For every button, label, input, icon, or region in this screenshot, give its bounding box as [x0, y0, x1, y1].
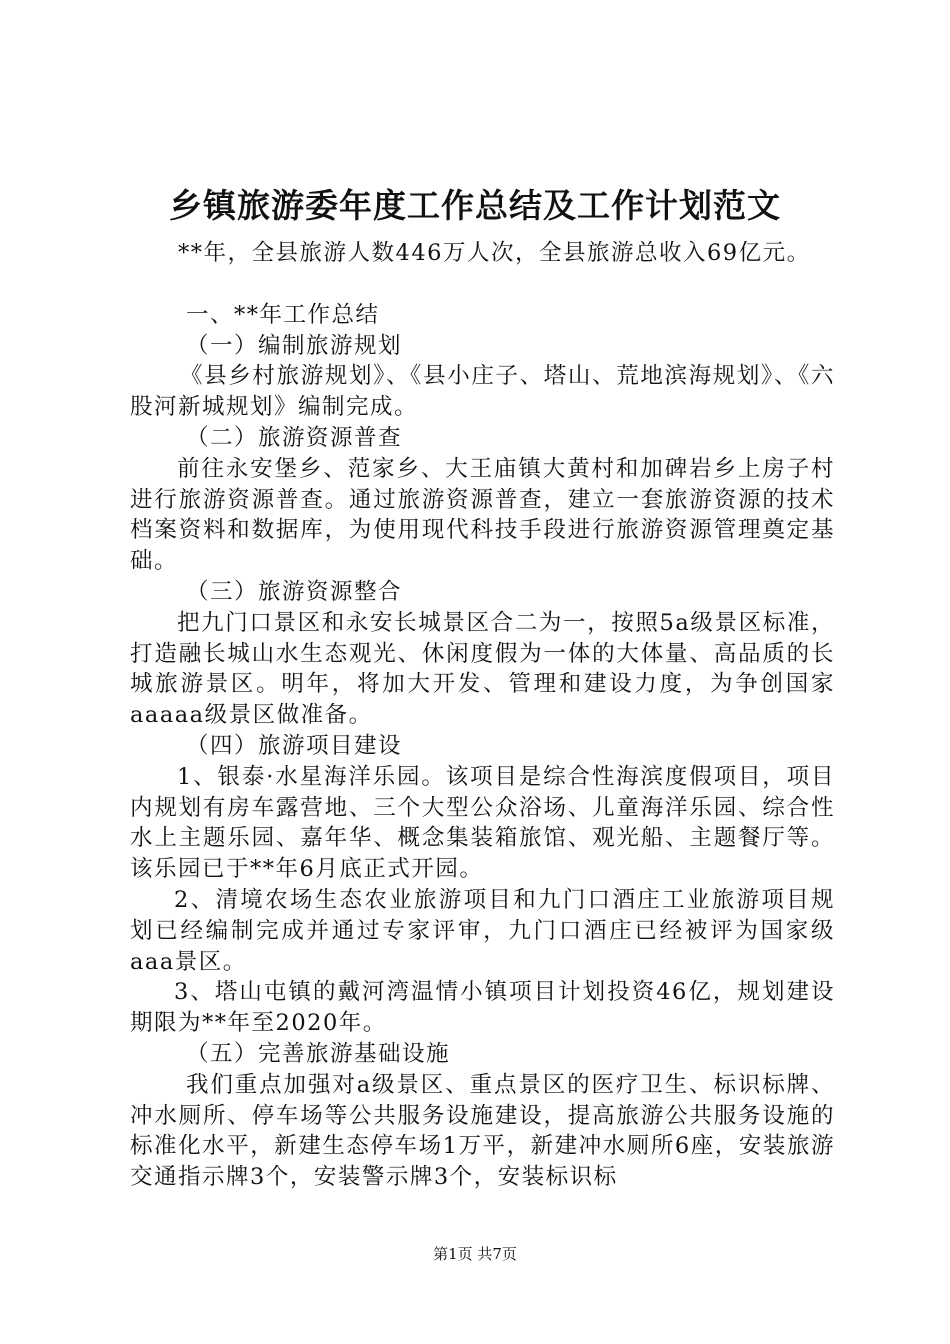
subsection-paragraph-3: 把九门口景区和永安长城景区合二为一，按照5a级景区标准，打造融长城山水生态观光、休闲度假为一体的大体量、高品质的长城旅游景区。明年，将加大开发、管理和建设力度，为争创国家aaaaa级景区做准备。	[130, 609, 835, 729]
intro-paragraph: **年，全县旅游人数446万人次，全县旅游总收入69亿元。	[178, 240, 811, 266]
project-item-2: 2、清境农场生态农业旅游项目和九门口酒庄工业旅游项目规划已经编制完成并通过专家评审，九门口酒庄已经被评为国家级aaa景区。	[130, 886, 835, 975]
paragraph-gap	[130, 269, 835, 300]
document-body	[130, 238, 835, 1193]
subsection-heading-4: （四）旅游项目建设	[186, 732, 403, 759]
document-title: 乡镇旅游委年度工作总结及工作计划范文	[169, 186, 781, 225]
page-footer: 第1页 共7页	[433, 1245, 517, 1263]
project-item-3: 3、塔山屯镇的戴河湾温情小镇项目计划投资46亿，规划建设期限为**年至2020年。	[130, 979, 835, 1037]
project-item-1: 1、银泰·水星海洋乐园。该项目是综合性海滨度假项目，项目内规划有房车露营地、三个大型公众浴场、儿童海洋乐园、综合性水上主题乐园、嘉年华、概念集装箱旅馆、观光船、主题餐厅等。该乐园已于**年6月底正式开园。	[130, 763, 835, 883]
subsection-paragraph-2: 前往永安堡乡、范家乡、大王庙镇大黄村和加碑岩乡上房子村进行旅游资源普查。通过旅游资源普查，建立一套旅游资源的技术档案资料和数据库，为使用现代科技手段进行旅游资源管理奠定基础。	[130, 455, 835, 575]
subsection-heading-3: （三）旅游资源整合	[186, 578, 403, 605]
section-heading-one: 一、**年工作总结	[186, 301, 380, 328]
subsection-heading-2: （二）旅游资源普查	[186, 424, 403, 451]
subsection-heading-1: （一）编制旅游规划	[186, 332, 403, 359]
subsection-paragraph-1: 《县乡村旅游规划》、《县小庄子、塔山、荒地滨海规划》、《六股河新城规划》编制完成。	[130, 363, 835, 421]
subsection-paragraph-5: 我们重点加强对a级景区、重点景区的医疗卫生、标识标牌、冲水厕所、停车场等公共服务设施建设，提高旅游公共服务设施的标准化水平，新建生态停车场1万平，新建冲水厕所6座，安装旅游交通指示牌3个，安装警示牌3个，安装标识标	[130, 1071, 835, 1191]
subsection-heading-5: （五）完善旅游基础设施	[186, 1040, 451, 1067]
